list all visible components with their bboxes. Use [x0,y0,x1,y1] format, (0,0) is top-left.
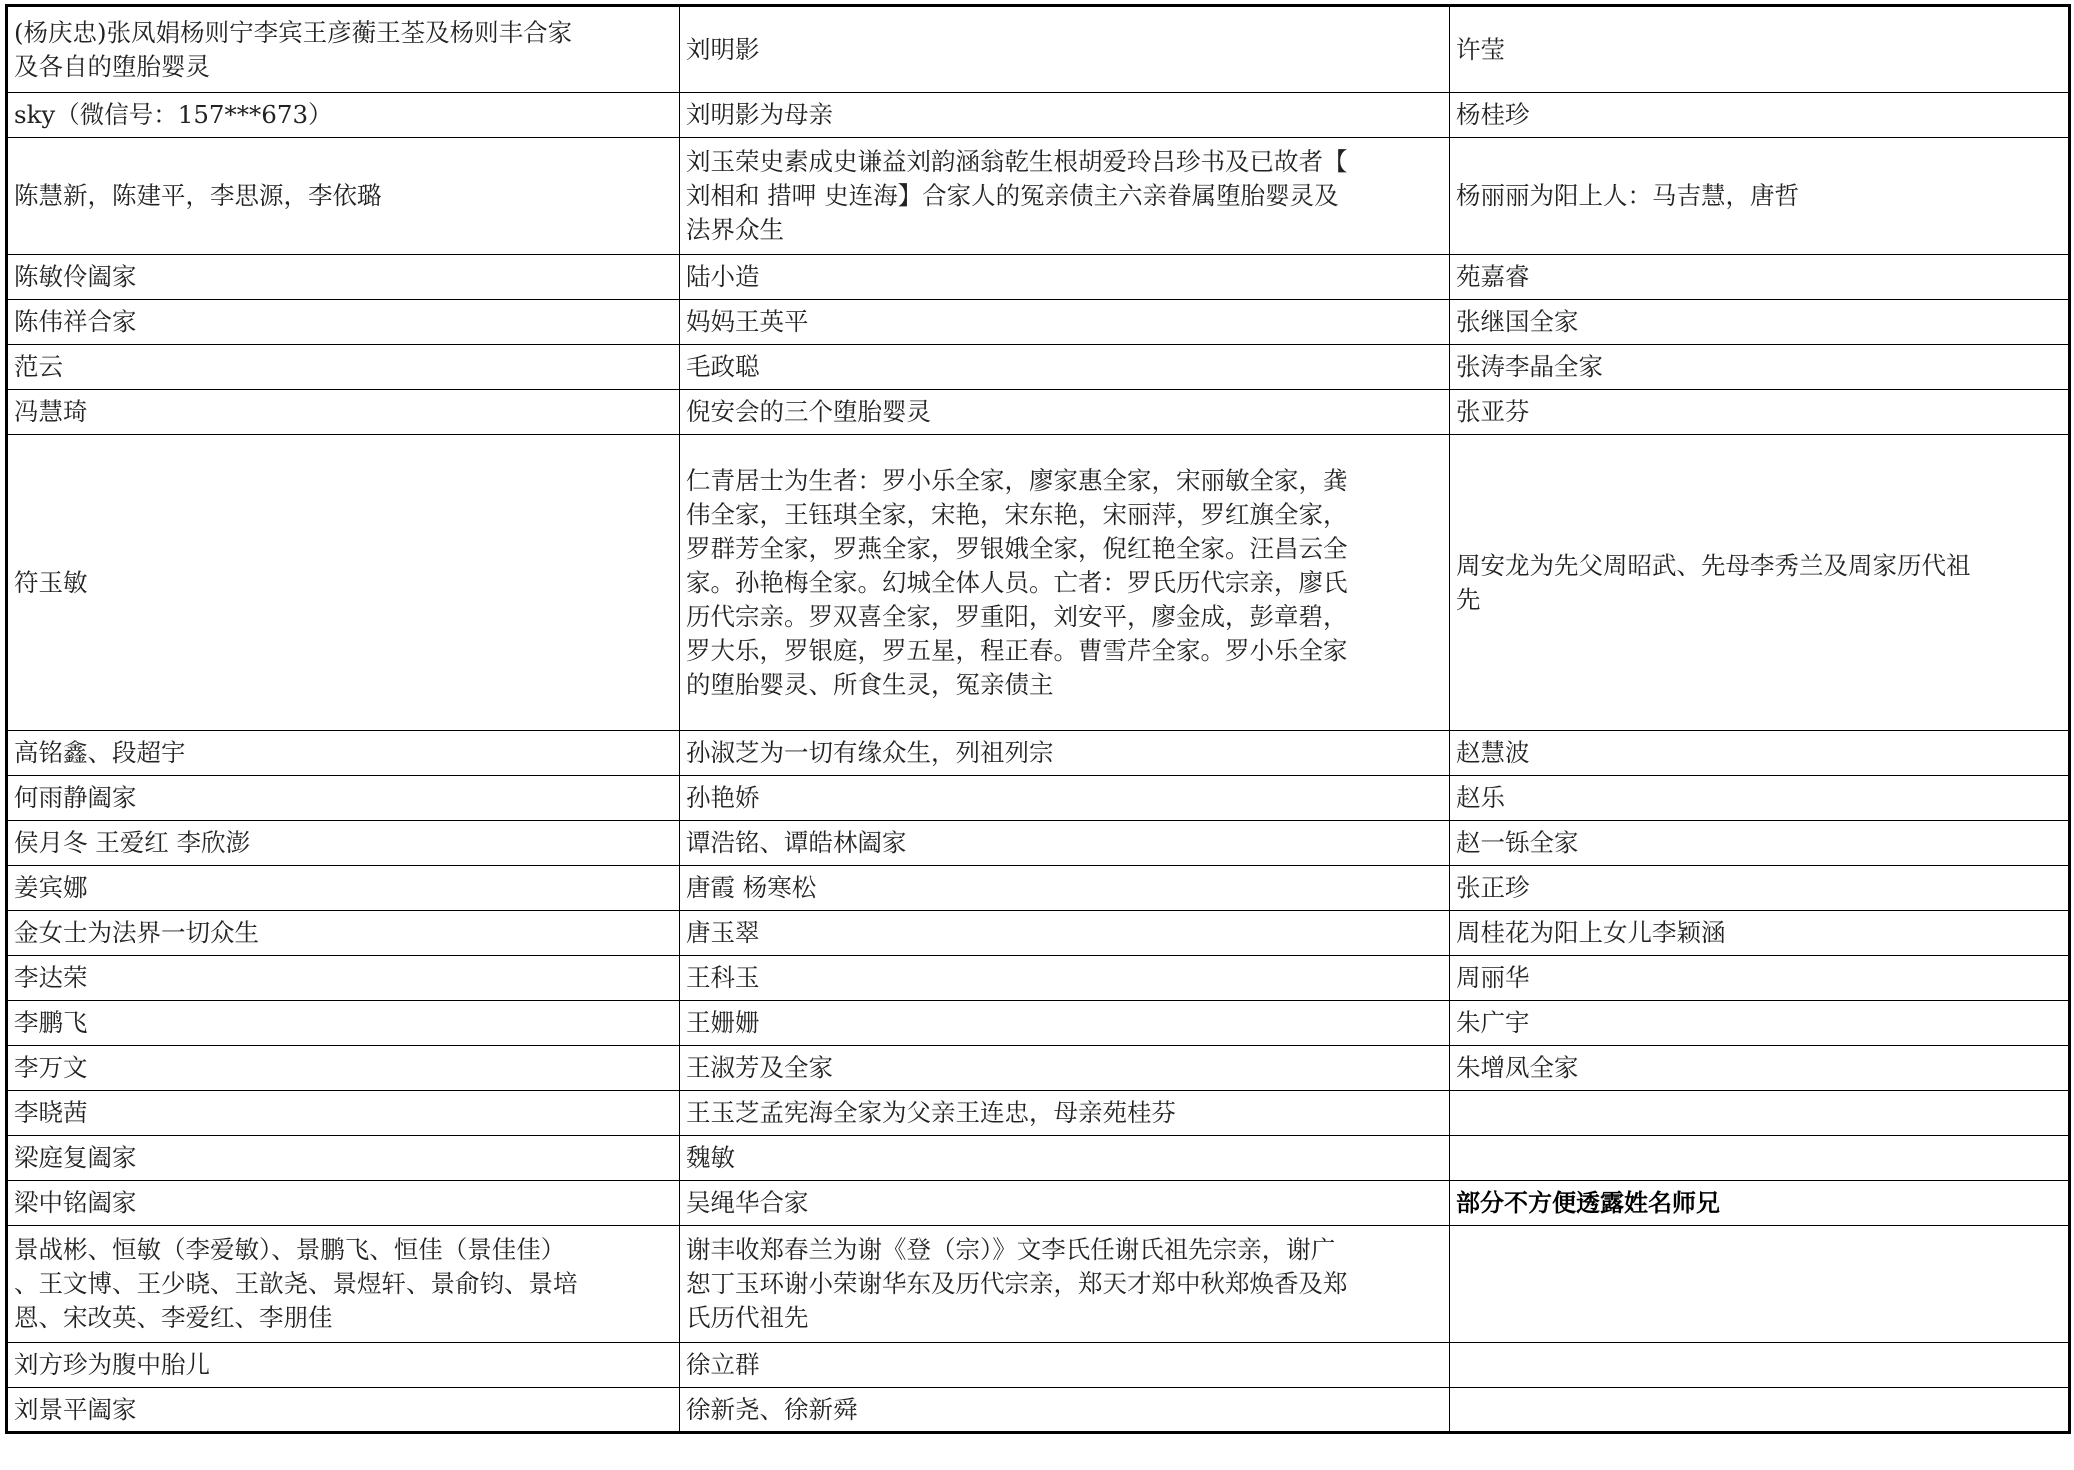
table-row [7,911,2070,956]
cell-text: 朱广宇 [1456,1008,1530,1037]
table-row [7,255,2070,300]
table-cell-col1 [7,956,680,1001]
table-cell-col2 [680,435,1450,731]
table-cell-col1 [7,138,680,255]
cell-text: 陈敏伶阖家 [14,262,137,291]
table-cell-col2 [680,911,1450,956]
table-cell-col2 [680,1091,1450,1136]
table-cell-col2 [680,731,1450,776]
cell-text: 赵一铄全家 [1456,828,1579,857]
table-row [7,300,2070,345]
cell-text: 陈伟祥合家 [14,307,137,336]
table-cell-col1 [7,1046,680,1091]
table-cell-col1 [7,1388,680,1433]
cell-text: 罗大乐，罗银庭，罗五星，程正春。曹雪芹全家。罗小乐全家 [686,635,1348,665]
table-row [7,866,2070,911]
cell-text: 妈妈王英平 [686,307,809,336]
cell-text: 张继国全家 [1456,307,1579,336]
cell-text: 梁庭复阖家 [14,1143,137,1172]
cell-text: 罗群芳全家，罗燕全家，罗银娥全家，倪红艳全家。汪昌云全 [686,533,1348,563]
table-cell-col3 [1450,866,2070,911]
cell-text: 谢丰收郑春兰为谢《登（宗）》文李氏任谢氏祖先宗亲，谢广 [686,1235,1336,1264]
table-cell-col1 [7,345,680,390]
table-cell-col2 [680,1136,1450,1181]
cell-text: 刘景平阖家 [14,1394,137,1424]
cell-text: 景战彬、恒敏（李爱敏）、景鹏飞、恒佳（景佳佳） [14,1235,566,1264]
table-cell-col1 [7,6,680,93]
cell-text: 部分不方便透露姓名师兄 [1456,1189,1720,1217]
cell-text: 赵乐 [1456,783,1505,812]
cell-text: 的堕胎婴灵、所食生灵，冤亲债主 [686,669,1054,699]
cell-text: 恩、宋改英、李爱红、李朋佳 [14,1303,333,1332]
table-cell-col2 [680,866,1450,911]
cell-text: 仁青居士为生者：罗小乐全家，廖家惠全家，宋丽敏全家，龚 [686,465,1348,495]
cell-text: 徐立群 [686,1350,760,1379]
table-cell-col1 [7,1136,680,1181]
table-row [7,1343,2070,1388]
cell-text: 赵慧波 [1456,738,1530,767]
cell-text: 、王文博、王少晓、王歆尧、景煜轩、景俞钧、景培 [14,1269,578,1298]
table-cell-col3 [1450,1091,2070,1136]
cell-text: 李达荣 [14,963,88,992]
cell-text: 伟全家，王钰琪全家，宋艳，宋东艳，宋丽萍，罗红旗全家， [686,499,1348,529]
table-cell-col3 [1450,1226,2070,1343]
table-row [7,731,2070,776]
table-cell-col3 [1450,390,2070,435]
cell-text: 刘玉荣史素成史谦益刘韵涵翁乾生根胡爱玲吕珍书及已故者【 [686,147,1348,176]
cell-text: 刘相和 措呷 史连海】合家人的冤亲债主六亲眷属堕胎婴灵及 [686,181,1339,210]
table-cell-col1 [7,1343,680,1388]
cell-text: 徐新尧、徐新舜 [686,1394,858,1424]
cell-text: 王姗姗 [686,1008,760,1037]
table-row [7,435,2070,731]
table-cell-col3 [1450,6,2070,93]
table-row [7,390,2070,435]
table-cell-col3 [1450,1181,2070,1226]
table-cell-col2 [680,1181,1450,1226]
table-cell-col1 [7,1091,680,1136]
cell-text: 王淑芳及全家 [686,1053,833,1082]
table-row [7,1136,2070,1181]
table-cell-col1 [7,776,680,821]
cell-text: 吴绳华合家 [686,1188,809,1217]
table-row [7,1226,2070,1343]
cell-text: 倪安会的三个堕胎婴灵 [686,397,931,426]
table-cell-col1 [7,93,680,138]
table-cell-col2 [680,390,1450,435]
table-cell-col1 [7,300,680,345]
cell-text: 先 [1456,584,1481,614]
table-cell-col2 [680,821,1450,866]
table-cell-col3 [1450,731,2070,776]
cell-text: 李晓茜 [14,1098,88,1127]
table-row [7,821,2070,866]
table-cell-col3 [1450,1388,2070,1433]
table-row [7,345,2070,390]
cell-text: 周桂花为阳上女儿李颖涵 [1456,918,1726,947]
table-cell-col1 [7,821,680,866]
table-row [7,1001,2070,1046]
table-cell-col3 [1450,1001,2070,1046]
cell-text: 刘明影为母亲 [686,100,833,129]
cell-text: 梁中铭阖家 [14,1188,137,1217]
table-cell-col2 [680,93,1450,138]
cell-text: 法界众生 [686,215,784,244]
cell-text: 唐霞 杨寒松 [686,873,817,902]
table-cell-col2 [680,1343,1450,1388]
table-cell-col1 [7,1226,680,1343]
table-cell-col3 [1450,255,2070,300]
table-row [7,1046,2070,1091]
cell-text: 陆小造 [686,262,760,291]
table-cell-col2 [680,776,1450,821]
cell-text: 孙淑芝为一切有缘众生，列祖列宗 [686,738,1054,767]
table-cell-col1 [7,866,680,911]
cell-text: 氏历代祖先 [686,1303,809,1332]
cell-text: 侯月冬 王爱红 李欣澎 [14,828,251,857]
cell-text: 何雨静阖家 [14,783,137,812]
table-row [7,1388,2070,1433]
table-cell-col2 [680,300,1450,345]
table-cell-col2 [680,1046,1450,1091]
cell-text: 周安龙为先父周昭武、先母李秀兰及周家历代祖 [1456,550,1971,580]
table-cell-col3 [1450,956,2070,1001]
table-cell-col3 [1450,93,2070,138]
cell-text: 周丽华 [1456,963,1530,992]
cell-text: 张涛李晶全家 [1456,352,1603,381]
table-row [7,138,2070,255]
table-row [7,93,2070,138]
table-row [7,776,2070,821]
cell-text: 恕丁玉环谢小荣谢华东及历代宗亲，郑天才郑中秋郑焕香及郑 [686,1269,1348,1298]
cell-text: 刘明影 [686,34,760,64]
table-cell-col2 [680,1388,1450,1433]
table-cell-col1 [7,731,680,776]
table-cell-col2 [680,1001,1450,1046]
cell-text: 孙艳娇 [686,783,760,812]
table-row [7,1091,2070,1136]
table-row [7,6,2070,93]
table-cell-col3 [1450,911,2070,956]
cell-text: 陈慧新，陈建平，李思源，李依璐 [14,181,382,210]
cell-text: 李万文 [14,1053,88,1082]
cell-text: 刘方珍为腹中胎儿 [14,1350,210,1379]
table-cell-col3 [1450,1046,2070,1091]
cell-text: 唐玉翠 [686,918,760,947]
cell-text: 毛政聪 [686,352,760,381]
cell-text: 姜宾娜 [14,873,88,902]
table-cell-col1 [7,435,680,731]
cell-text: sky（微信号：157***673） [14,100,333,129]
table-row [7,956,2070,1001]
table-cell-col3 [1450,1136,2070,1181]
cell-text: 王科玉 [686,963,760,992]
cell-text: 魏敏 [686,1143,735,1172]
table-cell-col3 [1450,821,2070,866]
cell-text: 范云 [14,352,63,381]
table-cell-col1 [7,255,680,300]
table-cell-col2 [680,345,1450,390]
cell-text: 张正珍 [1456,873,1530,902]
table-cell-col3 [1450,776,2070,821]
table-cell-col1 [7,1001,680,1046]
table-body [7,6,2070,1433]
table-cell-col1 [7,390,680,435]
table-cell-col3 [1450,300,2070,345]
table-cell-col1 [7,911,680,956]
cell-text: 王玉芝孟宪海全家为父亲王连忠，母亲苑桂芬 [686,1098,1176,1127]
cell-text: 许莹 [1456,34,1505,64]
cell-text: 家。孙艳梅全家。幻城全体人员。亡者：罗氏历代宗亲，廖氏 [686,567,1348,597]
cell-text: 高铭鑫、段超宇 [14,738,186,767]
cell-text: 金女士为法界一切众生 [14,918,259,947]
cell-text: 冯慧琦 [14,397,88,426]
cell-text: 历代宗亲。罗双喜全家，罗重阳，刘安平，廖金成，彭章碧， [686,601,1348,631]
table-row [7,1181,2070,1226]
cell-text: 苑嘉睿 [1456,262,1530,291]
table-cell-col3 [1450,138,2070,255]
cell-text: 杨桂珍 [1456,100,1530,129]
cell-text: 谭浩铭、谭皓林阖家 [686,828,907,857]
cell-text: 张亚芬 [1456,397,1530,426]
table-cell-col2 [680,1226,1450,1343]
cell-text: 朱增凤全家 [1456,1053,1579,1082]
table-cell-col1 [7,1181,680,1226]
table-cell-col2 [680,138,1450,255]
table-cell-col2 [680,255,1450,300]
cell-text: 李鹏飞 [14,1008,88,1037]
cell-text: (杨庆忠)张凤娟杨则宁李宾王彦蘅王荃及杨则丰合家 [14,17,573,47]
table-cell-col3 [1450,345,2070,390]
table-cell-col2 [680,956,1450,1001]
cell-text: 杨丽丽为阳上人：马吉慧，唐哲 [1456,181,1799,210]
cell-text: 符玉敏 [14,567,88,597]
dedication-name-table [5,4,2071,1434]
table-cell-col2 [680,6,1450,93]
cell-text: 及各自的堕胎婴灵 [14,51,210,81]
table-cell-col3 [1450,435,2070,731]
table-cell-col3 [1450,1343,2070,1388]
